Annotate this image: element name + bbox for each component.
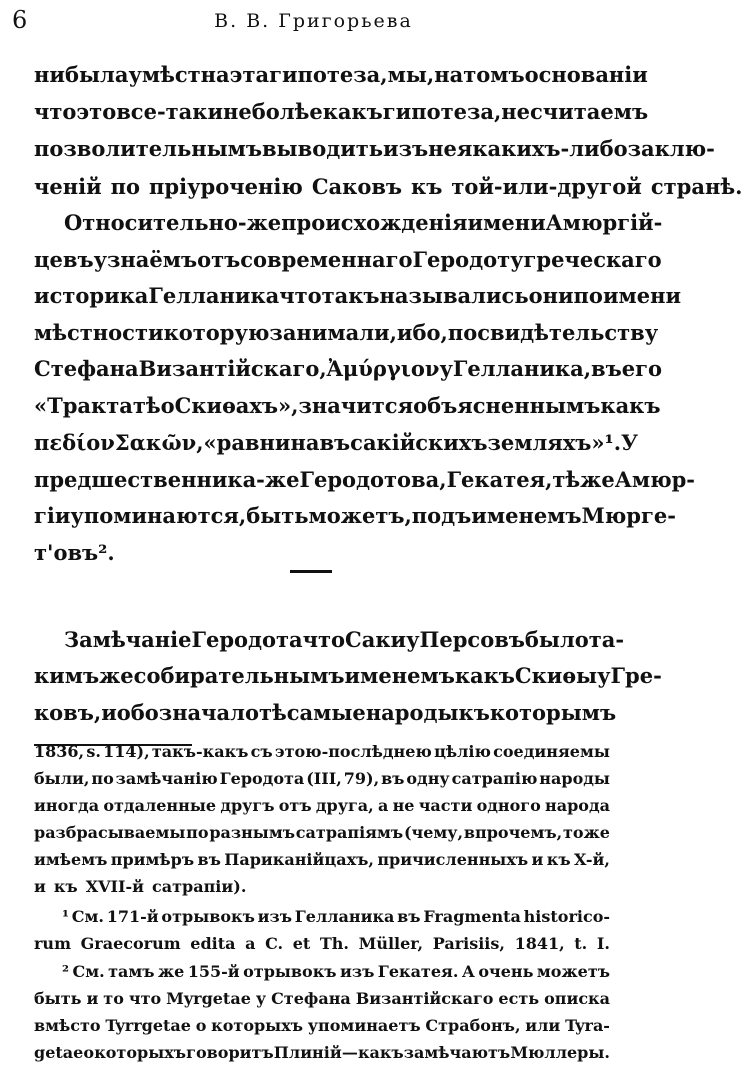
body-text-line: предшественника-же Геродотова, Гекатея, тѣже Амюр- bbox=[34, 467, 696, 492]
footnote-line: вмѣсто Tyrrgetae о которыхъ упоминаетъ Страбонъ, или Tyra- bbox=[34, 1016, 610, 1035]
body-text-line: ковъ, и обозначало тѣ самые народы къ которымъ bbox=[34, 700, 617, 725]
body-text-line: позволительнымъ выводить изъ нея какихъ-либо заклю- bbox=[34, 136, 715, 161]
body-text-line: кимъ же собирательнымъ именемъ какъ Скиѳы у Гре- bbox=[34, 663, 662, 688]
footnote-line: имѣемъ примѣръ въ Париканiйцахъ, причисленныхъ и къ X-й, bbox=[34, 850, 610, 869]
footnote-line: были, по замѣчанiю Геродота (III, 79), въ одну сатрапiю народы bbox=[34, 769, 610, 788]
body-text-line: гiи упоминаются, быть можетъ, подъ именемъ Мюрге- bbox=[34, 503, 676, 528]
body-text-line: что это все-таки не болѣе какъ гипотеза, не считаемъ bbox=[34, 99, 649, 124]
footnote-line: иногда отдаленные другъ отъ друга, а не части одного народа bbox=[34, 796, 610, 815]
footnote-line: getae о которыхъ говоритъ Плинiй — какъ замѣчаютъ Мюллеры. bbox=[34, 1043, 610, 1062]
section-separator bbox=[290, 570, 332, 573]
body-text-line: ченiй по прiуроченiю Саковъ къ той-или-другой странѣ. bbox=[34, 174, 742, 199]
running-head: В. В. Григорьева bbox=[214, 10, 413, 32]
footnote-line: 1836, s. 114), такъ-какъ съ этою-послѣднею цѣлiю соединяемы bbox=[34, 742, 610, 761]
body-text-line: ни была умѣстна эта гипотеза, мы, на томъ основанiи bbox=[34, 62, 648, 87]
body-text-line: мѣстности которую занимали, ибо, по свидѣтельству bbox=[34, 320, 659, 345]
footnote-line: ¹ См. 171-й отрывокъ изъ Гелланика въ Fragmenta historico- bbox=[62, 907, 610, 926]
footnote-line: быть и то что Myrgetae у Стефана Византiйскаго есть описка bbox=[34, 989, 610, 1008]
body-text-line: Стефана Византiйскаго, Ἀμύργιον у Гелланика, въ его bbox=[34, 356, 662, 381]
body-text-line: πεδίον Σακῶν, «равнина въ сакiйскихъ земляхъ»¹. У bbox=[34, 430, 639, 455]
page-header bbox=[12, 4, 615, 38]
body-text-line: цевъ узнаёмъ отъ современнаго Геродоту греческаго bbox=[34, 247, 662, 272]
body-text-line: т'овъ². bbox=[34, 540, 115, 565]
page-number: 6 bbox=[12, 6, 28, 34]
footnote-line: и къ XVII-й сатрапiи). bbox=[34, 877, 247, 896]
body-text-line: Замѣчанiе Геродота что Саки у Персовъ было та- bbox=[64, 627, 625, 652]
footnote-line: rum Graecorum edita a C. et Th. Müller, Parisiis, 1841, t. I. bbox=[34, 934, 610, 953]
footnote-line: ² См. тамъ же 155-й отрывокъ изъ Гекатея. А очень можетъ bbox=[62, 962, 610, 981]
body-text-line: историка Гелланика что такъ назывались они по имени bbox=[34, 283, 682, 308]
body-text-line: Относительно-же происхожденiя имени Амюргiй- bbox=[64, 210, 663, 235]
body-text-line: «Трактатѣ о Скиѳахъ», значится объясненнымъ какъ bbox=[34, 393, 661, 418]
footnote-line: разбрасываемы по разнымъ сатрапiямъ (чему, впрочемъ, тоже bbox=[34, 823, 610, 842]
